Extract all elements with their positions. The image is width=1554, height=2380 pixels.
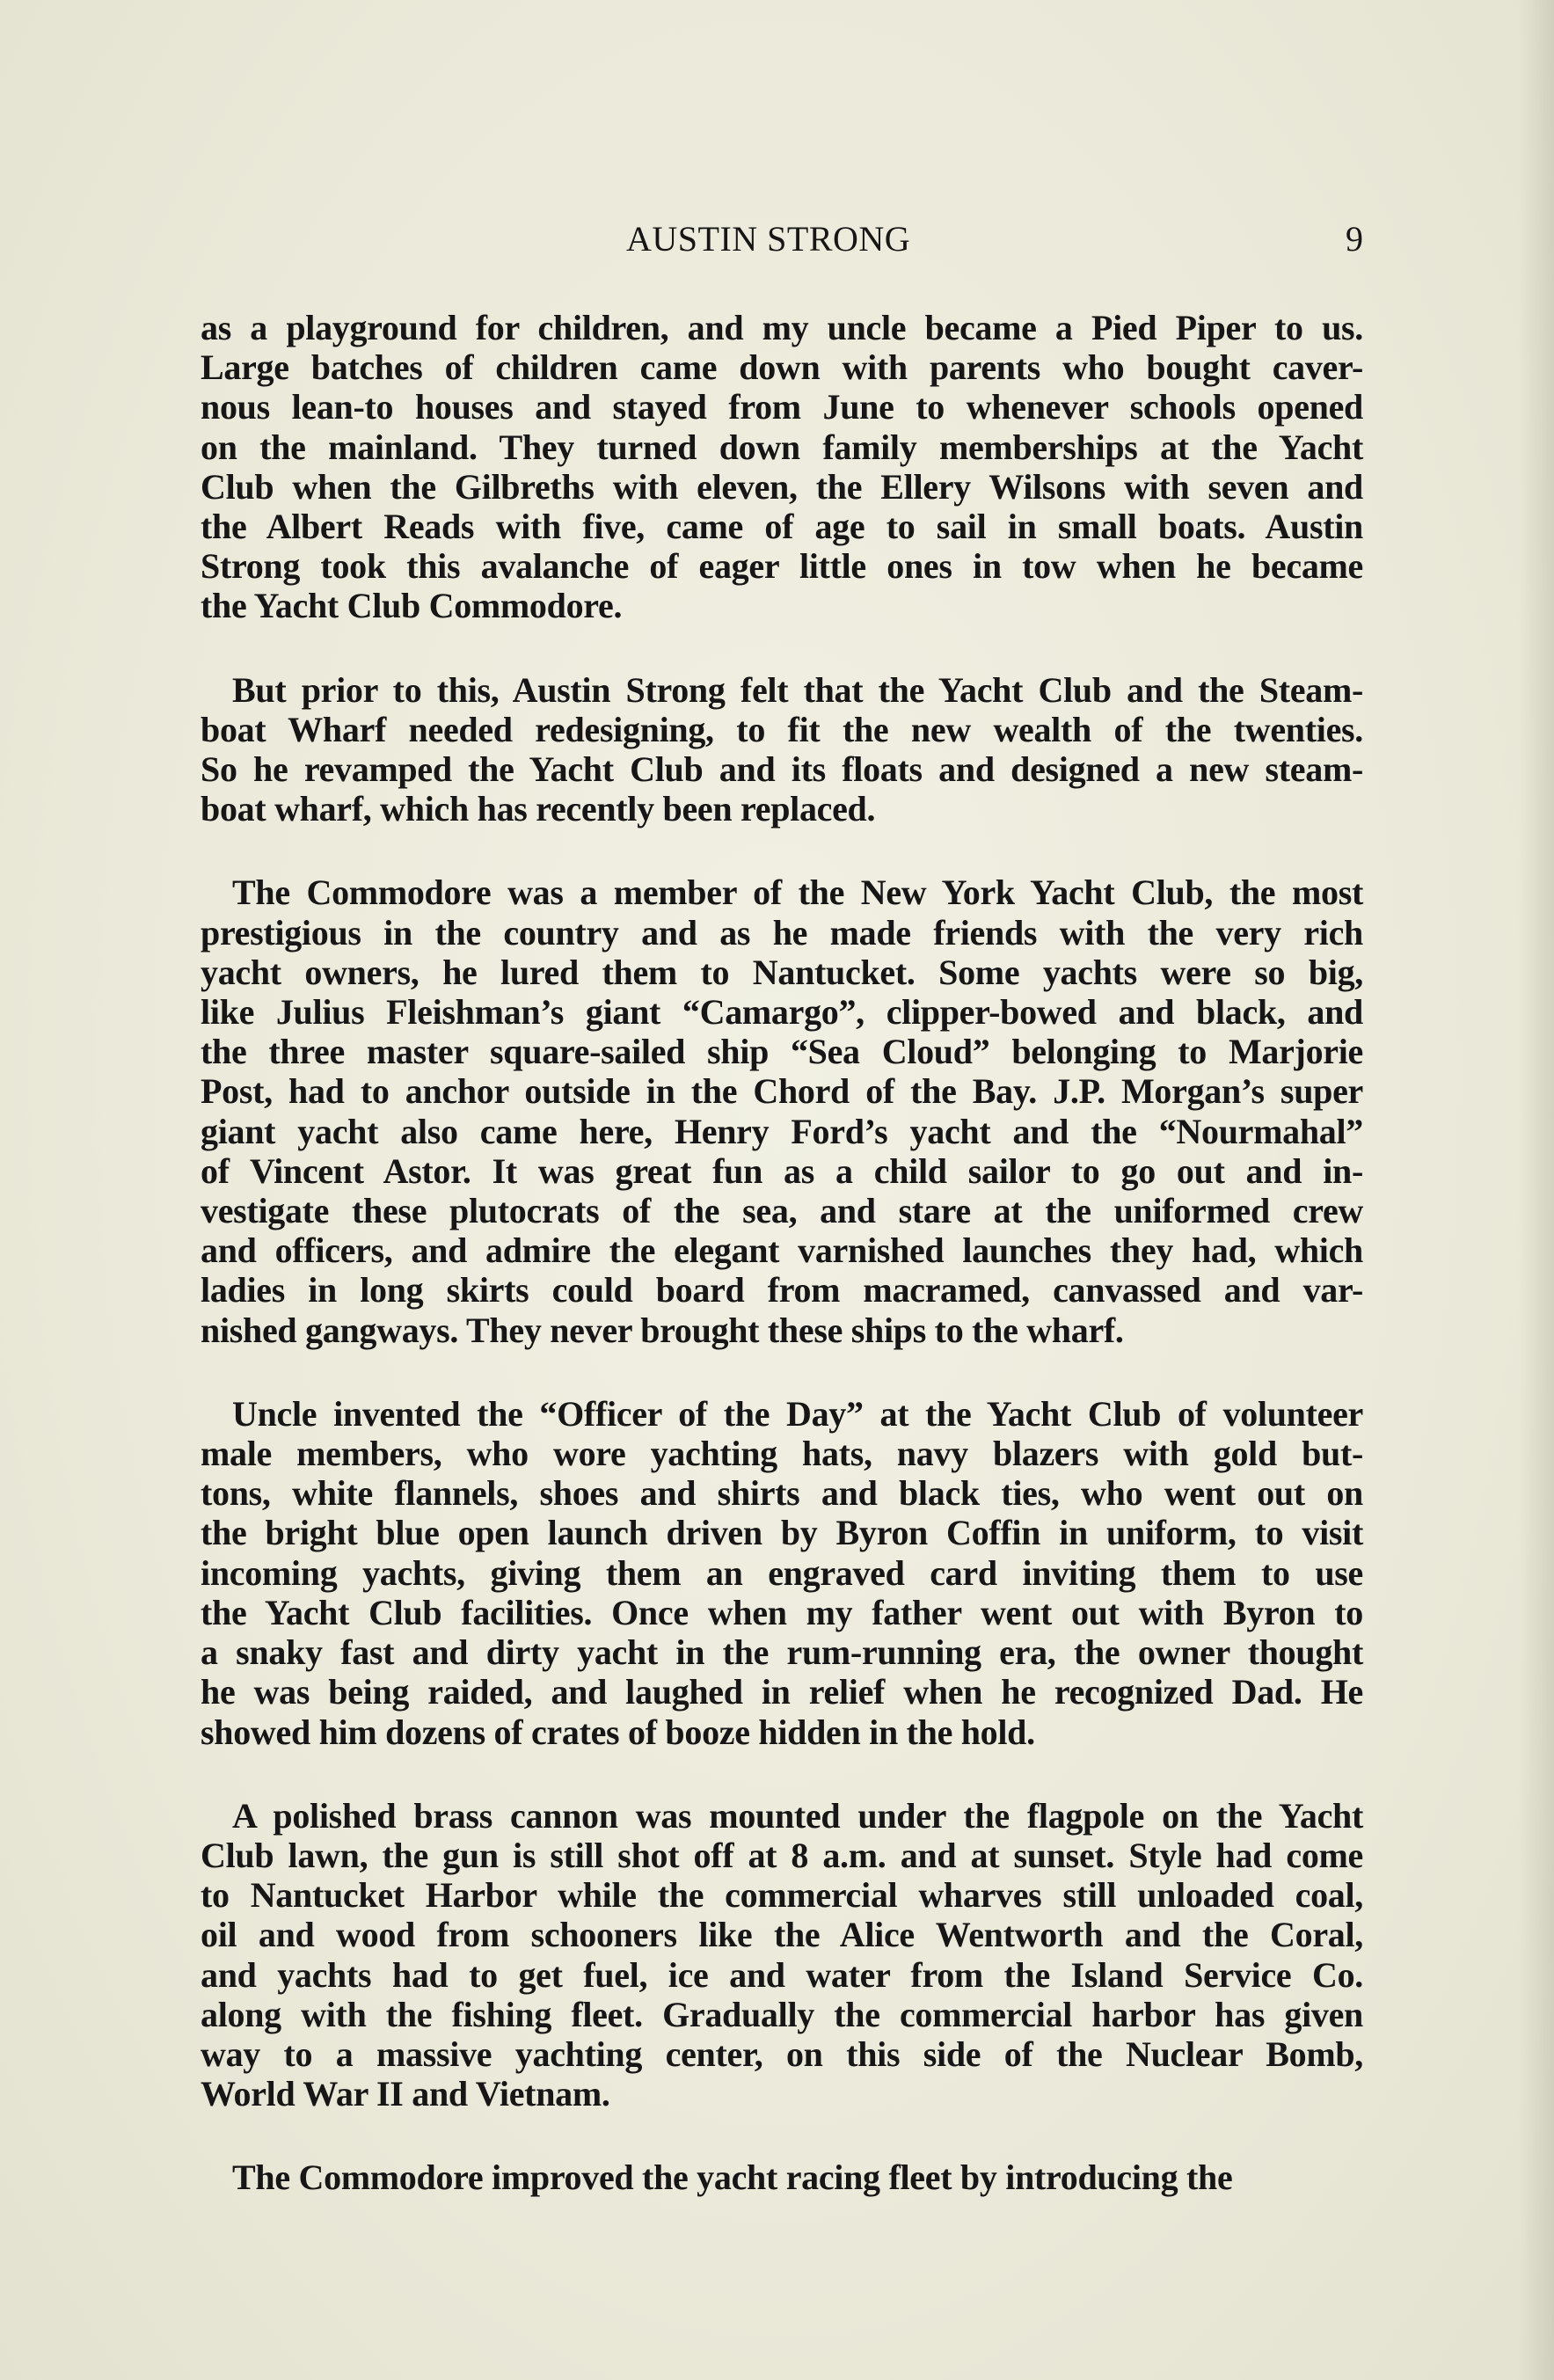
text-line: oil and wood from schooners like the Alice Wentworth and the Coral,	[201, 1915, 1363, 1955]
text-line: giant yacht also came here, Henry Ford’s yacht and the “Nourmahal”	[201, 1111, 1363, 1151]
text-line: boat wharf, which has recently been replaced.	[201, 789, 876, 829]
paragraph	[201, 308, 1363, 626]
text-line: the Yacht Club Commodore.	[201, 586, 623, 626]
text-line: as a playground for children, and my uncle became a Pied Piper to us.	[201, 308, 1363, 347]
text-line: and yachts had to get fuel, ice and water from the Island Service Co.	[201, 1954, 1363, 1995]
text-line: incoming yachts, giving them an engraved card inviting them to use	[201, 1552, 1363, 1593]
text-line: the bright blue open launch driven by Byron Coffin in uniform, to visit	[201, 1513, 1363, 1553]
text-line: vestigate these plutocrats of the sea, and stare at the uniformed crew	[201, 1191, 1363, 1231]
text-line: like Julius Fleishman’s giant “Camargo”, clipper-bowed and black, and	[201, 992, 1363, 1033]
text-line: male members, who wore yachting hats, navy blazers with gold but-	[201, 1434, 1363, 1474]
page-number: 9	[1346, 219, 1363, 259]
text-line: a snaky fast and dirty yacht in the rum-running era, the owner thought	[201, 1632, 1363, 1673]
text-line: and officers, and admire the elegant varnished launches they had, which	[201, 1230, 1363, 1271]
text-line: Club lawn, the gun is still shot off at 8 a.m. and at sunset. Style had come	[201, 1835, 1363, 1875]
text-line: tons, white flannels, shoes and shirts and black ties, who went out on	[201, 1473, 1363, 1514]
text-line: Strong took this avalanche of eager little ones in tow when he became	[201, 546, 1363, 587]
text-line: But prior to this, Austin Strong felt that the Yacht Club and the Steam-	[232, 669, 1363, 710]
body-text	[201, 308, 1363, 2242]
text-line: nous lean-to houses and stayed from June to whenever schools opened	[201, 387, 1363, 427]
text-line: Uncle invented the “Officer of the Day” at the Yacht Club of volunteer	[232, 1393, 1363, 1434]
text-line: the three master square-sailed ship “Sea Cloud” belonging to Marjorie	[201, 1032, 1363, 1072]
paragraph	[201, 670, 1363, 829]
text-line: So he revamped the Yacht Club and its floats and designed a new steam-	[201, 749, 1363, 790]
running-head: AUSTIN STRONG	[626, 219, 911, 259]
text-line: Post, had to anchor outside in the Chord of the Bay. J.P. Morgan’s super	[201, 1071, 1363, 1112]
text-line: of Vincent Astor. It was great fun as a child sailor to go out and in-	[201, 1150, 1363, 1191]
text-line: The Commodore improved the yacht racing fleet by introducing the	[232, 2157, 1233, 2198]
text-line: Club when the Gilbreths with eleven, the Ellery Wilsons with seven and	[201, 466, 1363, 507]
paragraph	[201, 1394, 1363, 1752]
page-edge-shadow	[1519, 0, 1554, 2380]
text-line: he was being raided, and laughed in relief when he recognized Dad. He	[201, 1672, 1363, 1712]
text-line: The Commodore was a member of the New York Yacht Club, the most	[232, 872, 1363, 913]
text-line: along with the fishing fleet. Gradually the commercial harbor has given	[201, 1994, 1363, 2034]
text-line: the Yacht Club facilities. Once when my father went out with Byron to	[201, 1592, 1363, 1632]
paragraph	[201, 2157, 1363, 2197]
page-header	[204, 218, 1363, 262]
text-line: showed him dozens of crates of booze hidden in the hold.	[201, 1712, 1035, 1752]
text-line: nished gangways. They never brought these ships to the wharf.	[201, 1310, 1124, 1350]
paragraph	[201, 1796, 1363, 2114]
paragraph	[201, 872, 1363, 1349]
text-line: way to a massive yachting center, on this side of the Nuclear Bomb,	[201, 2033, 1363, 2074]
text-line: yacht owners, he lured them to Nantucket. Some yachts were so big,	[201, 952, 1363, 992]
text-line: the Albert Reads with five, came of age to sail in small boats. Austin	[201, 507, 1363, 547]
text-line: to Nantucket Harbor while the commercial wharves still unloaded coal,	[201, 1875, 1363, 1916]
text-line: World War II and Vietnam.	[201, 2074, 610, 2114]
text-line: on the mainland. They turned down family memberships at the Yacht	[201, 427, 1363, 467]
text-line: prestigious in the country and as he made friends with the very rich	[201, 912, 1363, 953]
text-line: ladies in long skirts could board from macramed, canvassed and var-	[201, 1270, 1363, 1310]
text-line: Large batches of children came down with parents who bought caver-	[201, 347, 1363, 388]
text-line: boat Wharf needed redesigning, to fit the new wealth of the twenties.	[201, 709, 1363, 749]
text-line: A polished brass cannon was mounted under the flagpole on the Yacht	[232, 1795, 1363, 1836]
